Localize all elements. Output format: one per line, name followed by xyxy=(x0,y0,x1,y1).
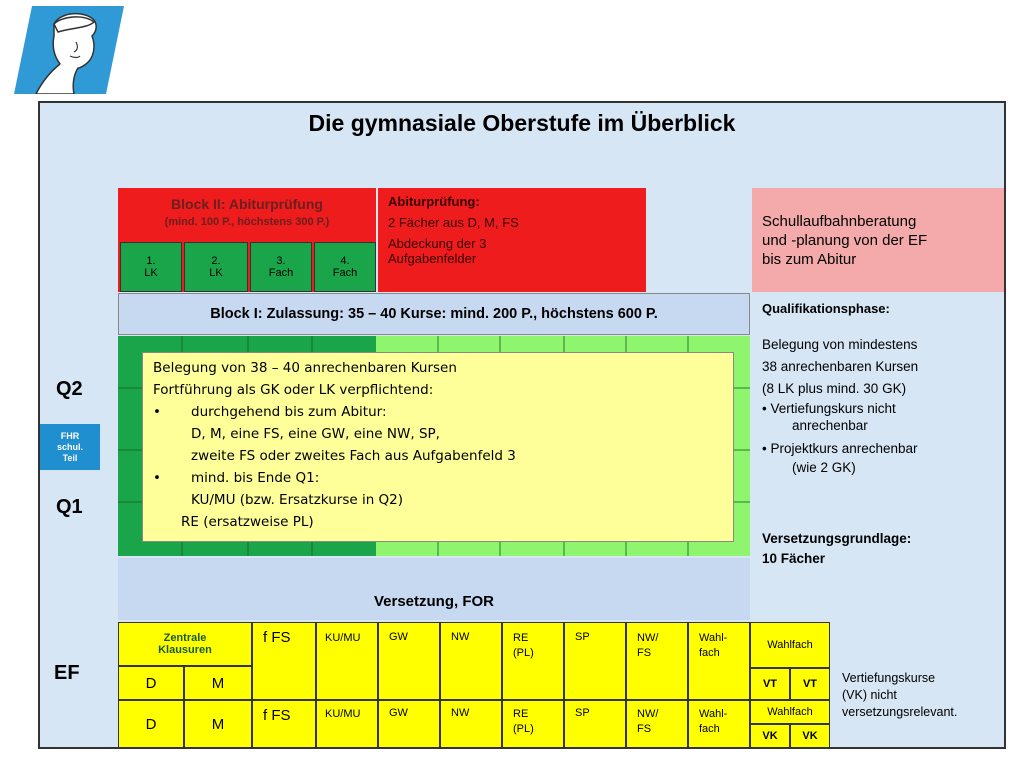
ef-r3-c6: NW/ FS xyxy=(626,700,688,748)
fhr-line2: schul. xyxy=(56,441,83,452)
ef-r1-c7: Wahl-fach xyxy=(688,622,750,700)
block2-header xyxy=(118,188,376,242)
abitur-heading: Abiturprüfung: xyxy=(388,194,480,209)
versetzung-label: Versetzung, FOR xyxy=(373,593,495,610)
ef-r1-c4: RE (PL) xyxy=(502,622,564,700)
vk-note-line1: Vertiefungskurse xyxy=(842,671,936,685)
subject-number: 2. xyxy=(211,255,221,267)
ef-r1-c2: GW xyxy=(378,622,440,700)
vk-right: VK xyxy=(790,724,830,748)
page-title: Die gymnasiale Oberstufe im Überblick xyxy=(308,110,736,136)
subject-number: 3. xyxy=(276,255,286,267)
note-line6: mind. bis Ende Q1: xyxy=(191,470,320,486)
subject-label: Fach xyxy=(332,267,358,279)
subject-label: LK xyxy=(209,267,223,279)
note-bullet-row1 xyxy=(153,401,723,423)
row-label-q1: Q1 xyxy=(56,496,83,518)
vk-note-line2: (VK) nicht xyxy=(842,688,897,702)
qual-bullet2b: (wie 2 GK) xyxy=(792,460,856,475)
note-line8: RE (ersatzweise PL) xyxy=(181,514,314,530)
ef-r1-c6: NW/ FS xyxy=(626,622,688,700)
wahlfach-bottom: Wahlfach xyxy=(750,700,830,724)
wahlfach-top: Wahlfach xyxy=(750,622,830,668)
qual-line1: Belegung von mindestens xyxy=(762,337,918,352)
subject-1 xyxy=(120,242,182,292)
note-line3: durchgehend bis zum Abitur: xyxy=(191,404,387,420)
note-line1: Belegung von 38 – 40 anrechenbaren Kursen xyxy=(153,360,457,376)
right-panel xyxy=(762,298,1002,568)
ef-m-bottom: M xyxy=(184,700,252,748)
block1-bar: Block I: Zulassung: 35 – 40 Kurse: mind. 200 P., höchstens 600 P. xyxy=(118,293,750,335)
ef-r3-c2: GW xyxy=(378,700,440,748)
block2-subtitle: (mind. 100 P., höchstens 300 P.) xyxy=(164,216,330,228)
note-line5: zweite FS oder zweites Fach aus Aufgabenfeld 3 xyxy=(191,448,516,464)
qual-bullet1a: • Vertiefungskurs nicht xyxy=(762,401,896,416)
zentrale-klausuren: Zentrale Klausuren xyxy=(118,622,252,666)
row-label-ef: EF xyxy=(54,662,80,684)
erasmus-logo xyxy=(14,6,124,94)
ef-r3-c7: Wahl-fach xyxy=(688,700,750,748)
subject-3 xyxy=(250,242,312,292)
ef-r3-c3: NW xyxy=(440,700,502,748)
vers-heading: Versetzungsgrundlage: xyxy=(762,531,912,546)
abitur-line2: Abdeckung der 3 xyxy=(388,236,487,251)
ef-r1-c3: NW xyxy=(440,622,502,700)
vk-note-line3: versetzungsrelevant. xyxy=(842,705,958,719)
ef-r1-c5: SP xyxy=(564,622,626,700)
pink-line2: und -planung von der EF xyxy=(762,232,928,249)
abitur-line3: Aufgabenfelder xyxy=(388,251,477,266)
qual-line3: (8 LK plus mind. 30 GK) xyxy=(762,381,907,396)
vers-value: 10 Fächer xyxy=(762,551,826,566)
abitur-line1: 2 Fächer aus D, M, FS xyxy=(388,215,519,230)
vt-left: VT xyxy=(750,668,790,700)
pink-line1: Schullaufbahnberatung xyxy=(762,213,917,230)
subject-2 xyxy=(184,242,248,292)
pink-line3: bis zum Abitur xyxy=(762,251,857,268)
subject-number: 4. xyxy=(340,255,350,267)
ef-d-bottom: D xyxy=(118,700,184,748)
vk-note xyxy=(842,670,1002,721)
versetzung-bar xyxy=(118,558,750,620)
qual-bullet1b: anrechenbar xyxy=(792,418,868,433)
fhr-line3: Teil xyxy=(62,452,78,463)
subject-4 xyxy=(314,242,376,292)
note-line2: Fortführung als GK oder LK verpflichtend: xyxy=(153,382,434,398)
vk-left: VK xyxy=(750,724,790,748)
note-bullet-row2 xyxy=(153,467,723,489)
ef-r3-c1: KU/MU xyxy=(316,700,378,748)
subject-number: 1. xyxy=(146,255,156,267)
ef-m-top: M xyxy=(184,666,252,700)
bullet: • xyxy=(153,404,161,420)
row-label-q2: Q2 xyxy=(56,378,83,400)
ef-d-top: D xyxy=(118,666,184,700)
note-line7: KU/MU (bzw. Ersatzkurse in Q2) xyxy=(191,492,404,508)
belegung-note xyxy=(142,352,734,542)
ef-ffs-top: f FS xyxy=(252,622,316,700)
ef-r3-c4: RE (PL) xyxy=(502,700,564,748)
subject-label: LK xyxy=(144,267,158,279)
ef-r3-c5: SP xyxy=(564,700,626,748)
pink-box xyxy=(752,188,1004,292)
qual-bullet2a: • Projektkurs anrechenbar xyxy=(762,441,918,456)
note-line4: D, M, eine FS, eine GW, eine NW, SP, xyxy=(191,426,440,442)
qual-heading: Qualifikationsphase: xyxy=(762,301,890,316)
ef-ffs-bottom: f FS xyxy=(252,700,316,748)
block2-title: Block II: Abiturprüfung xyxy=(171,196,323,212)
qual-line2: 38 anrechenbaren Kursen xyxy=(762,359,919,374)
subject-label: Fach xyxy=(268,267,294,279)
fhr-line1: FHR xyxy=(60,430,80,441)
fhr-box xyxy=(40,424,100,470)
abitur-box xyxy=(378,188,646,292)
bullet: • xyxy=(153,470,161,486)
vt-right: VT xyxy=(790,668,830,700)
ef-r1-c1: KU/MU xyxy=(316,622,378,700)
